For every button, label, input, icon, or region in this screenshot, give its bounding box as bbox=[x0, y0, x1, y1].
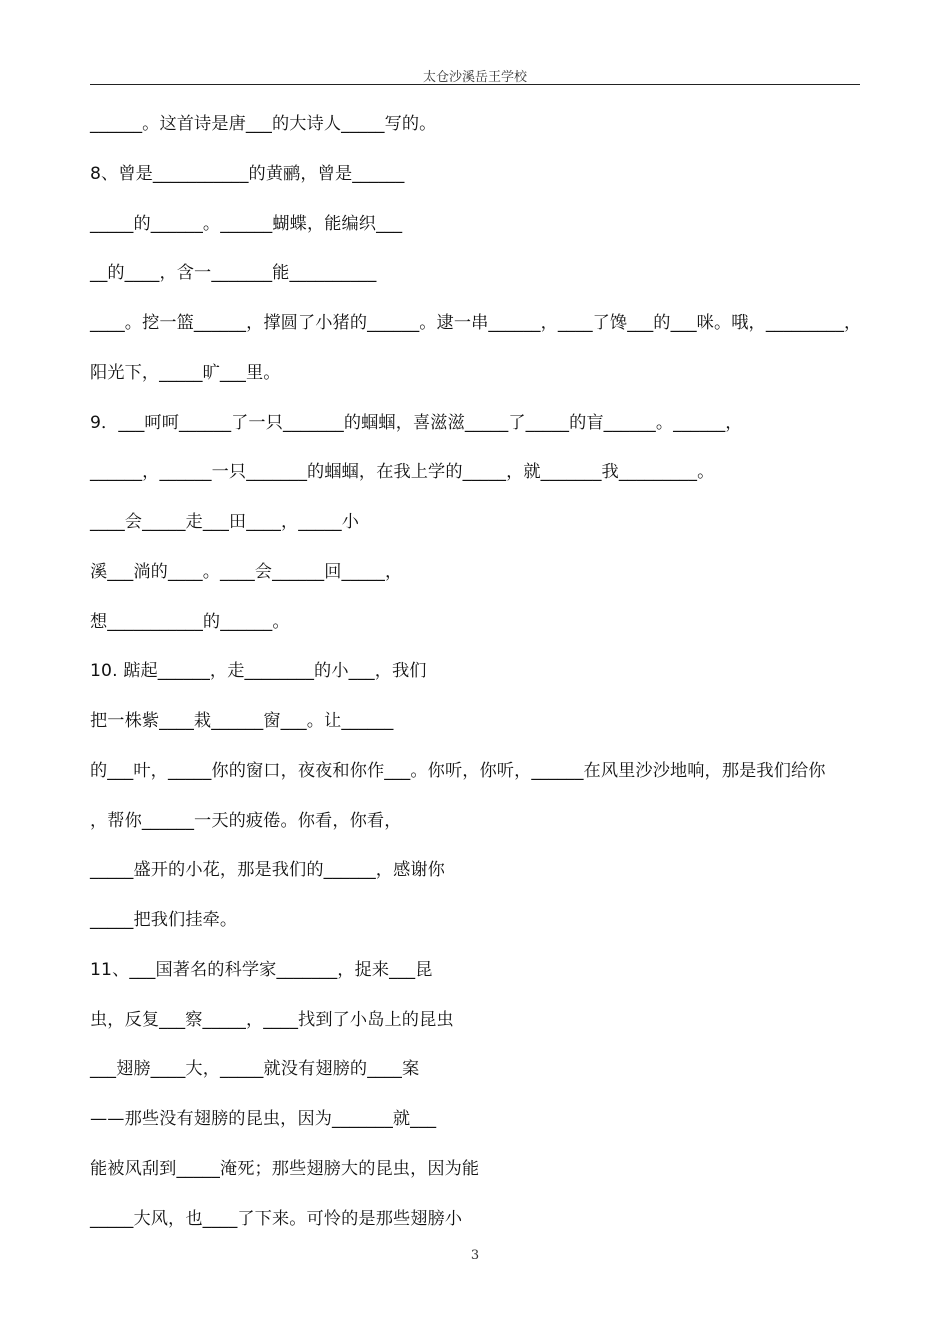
text-line-4: __的____，含一_______能__________ bbox=[90, 263, 377, 284]
text-line-15: ，帮你______一天的疲倦。你看，你看， bbox=[90, 810, 402, 831]
text-line-13: 把一株紫____栽______窗___。让______ bbox=[90, 711, 394, 731]
text-line-1: ______。这首诗是唐___的大诗人_____写的。 bbox=[90, 114, 437, 134]
text-line-16: _____盛开的小花，那是我们的______，感谢你 bbox=[90, 860, 445, 881]
text-line-7: 9．___呵呵______了一只_______的蝈蝈，喜滋滋_____了_____的盲______。______， bbox=[90, 412, 743, 433]
text-line-3: _____的______。______蝴蝶，能编织___ bbox=[90, 213, 403, 234]
text-line-20: ___翅膀____大，_____就没有翅膀的____案 bbox=[90, 1059, 420, 1080]
text-line-12: 10. 踮起______，走________的小___，我们 bbox=[90, 661, 427, 682]
text-line-22: 能被风刮到_____淹死；那些翅膀大的昆虫，因为能 bbox=[90, 1158, 480, 1179]
text-line-5: ____。挖一篮______，撑圆了小猪的______。逮一串______，____了馋___的___咪。哦，_________， bbox=[90, 313, 862, 333]
text-line-8: ______，______一只_______的蝈蝈，在我上学的_____，就_______我_________。 bbox=[90, 462, 715, 483]
page-header-school: 太仓沙溪岳王学校 bbox=[422, 70, 527, 85]
page-number: 3 bbox=[470, 1248, 480, 1263]
text-line-11: 想___________的______。 bbox=[90, 611, 290, 632]
text-line-14: 的___叶，_____你的窗口，夜夜和你作___。你听，你听，______在风里沙沙地响，那是我们给你 bbox=[90, 760, 826, 781]
header-divider bbox=[90, 84, 860, 85]
text-line-21: ——那些没有翅膀的昆虫，因为_______就___ bbox=[90, 1109, 437, 1129]
text-line-10: 溪___淌的____。____会______回_____， bbox=[90, 561, 403, 582]
text-line-2: 8、曾是___________的黄鹂，曾是______ bbox=[90, 163, 405, 184]
text-line-19: 虫，反复___察_____，____找到了小岛上的昆虫 bbox=[90, 1009, 454, 1030]
worksheet-body bbox=[90, 107, 865, 1251]
text-line-23: _____大风，也____了下来。可怜的是那些翅膀小 bbox=[90, 1208, 463, 1229]
text-line-18: 11、___国著名的科学家_______，捉来___昆 bbox=[90, 959, 433, 980]
text-line-9: ____会_____走___田____，_____小 bbox=[90, 512, 360, 532]
text-line-17: _____把我们挂牵。 bbox=[90, 910, 238, 930]
text-line-6: 阳光下，_____旷___里。 bbox=[90, 362, 281, 383]
